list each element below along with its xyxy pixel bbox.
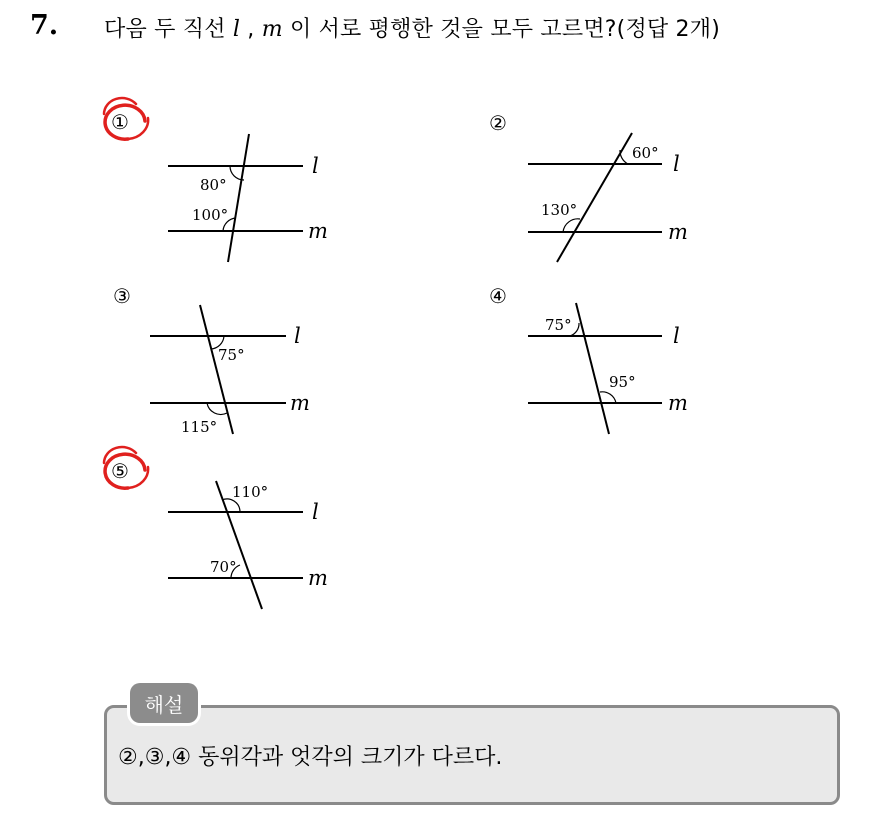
question-text-after: 이 서로 평행한 것을 모두 고르면?(정답 2개) xyxy=(282,17,720,42)
angle-label-5b: 70° xyxy=(210,558,237,576)
transversal-3 xyxy=(200,305,233,434)
angle-label-1b: 100° xyxy=(192,206,229,224)
angle-arc-3b xyxy=(207,403,227,414)
line-name-l-4: l xyxy=(673,324,680,348)
line-name-l-1: l xyxy=(312,154,319,178)
explanation-text: ②,③,④ 동위각과 엇각의 크기가 다르다. xyxy=(118,745,503,770)
angle-label-3b: 115° xyxy=(181,418,218,436)
line-name-l-2: l xyxy=(673,152,680,176)
angle-label-3a: 75° xyxy=(218,346,245,364)
option-number-4: ④ xyxy=(489,284,507,308)
angle-label-4b: 95° xyxy=(609,373,636,391)
transversal-2 xyxy=(557,133,632,262)
transversal-1 xyxy=(228,134,249,262)
angle-label-2a: 60° xyxy=(632,144,659,162)
angle-label-4a: 75° xyxy=(545,316,572,334)
option-1-figure[interactable] xyxy=(104,98,328,262)
line-name-m-2: m xyxy=(668,220,688,244)
line-name-m-1: m xyxy=(308,219,328,243)
option-3-figure[interactable] xyxy=(113,284,310,436)
option-4-figure[interactable] xyxy=(489,284,688,434)
angle-arc-4b xyxy=(600,392,616,403)
line-name-l-5: l xyxy=(312,500,319,524)
angle-label-5a: 110° xyxy=(232,483,269,501)
question-text-before: 다음 두 직선 xyxy=(104,17,233,42)
angle-label-2b: 130° xyxy=(541,201,578,219)
transversal-4 xyxy=(576,303,609,434)
explanation-tab: 해설 xyxy=(130,683,198,723)
question-var-m: m xyxy=(261,17,283,42)
option-2-figure[interactable] xyxy=(489,111,688,262)
line-name-m-4: m xyxy=(668,391,688,415)
question-text-sep: , xyxy=(240,17,262,42)
option-5-figure[interactable] xyxy=(104,447,328,609)
line-name-m-3: m xyxy=(290,391,310,415)
option-number-3: ③ xyxy=(113,284,131,308)
line-name-m-5: m xyxy=(308,566,328,590)
option-number-2: ② xyxy=(489,111,507,135)
question-number: 7. xyxy=(30,10,59,41)
angle-label-1a: 80° xyxy=(200,176,227,194)
question-var-l: l xyxy=(232,17,241,42)
line-name-l-3: l xyxy=(294,324,301,348)
option-number-1: ① xyxy=(111,110,129,134)
option-number-5: ⑤ xyxy=(111,459,129,483)
